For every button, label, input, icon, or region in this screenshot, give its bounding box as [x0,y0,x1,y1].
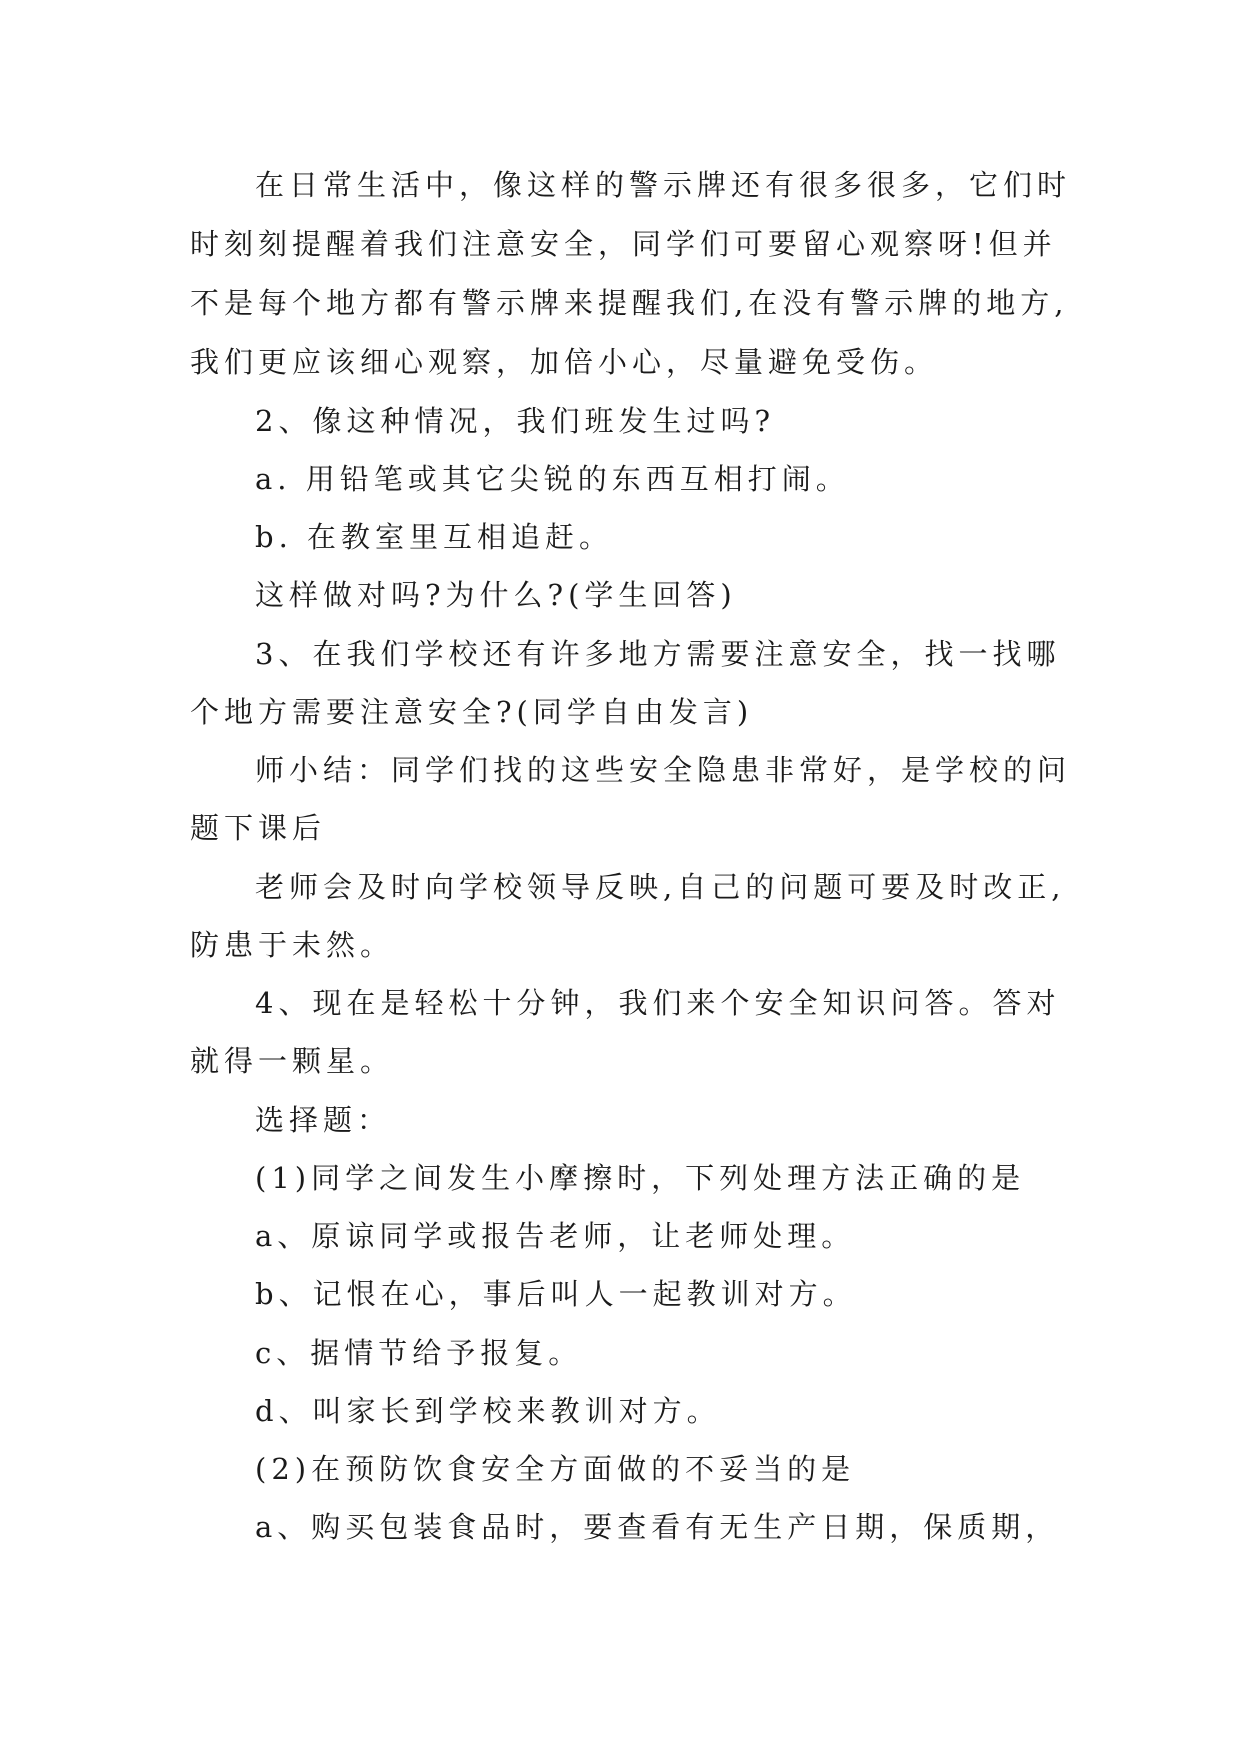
paragraph-line: 就得一颗星。 [190,1044,395,1078]
paragraph-line: d、叫家长到学校来教训对方。 [255,1394,721,1428]
paragraph-line: 防患于未然。 [190,928,395,962]
paragraph-line: b. 在教室里互相追赶。 [255,520,614,554]
paragraph-line: b、记恨在心，事后叫人一起教训对方。 [255,1277,857,1311]
paragraph-line: c、据情节给予报复。 [255,1336,583,1370]
paragraph-line: 不是每个地方都有警示牌来提醒我们,在没有警示牌的地方, [190,286,1069,320]
paragraph-line: (1)同学之间发生小摩擦时，下列处理方法正确的是 [255,1161,1026,1195]
paragraph-line: 3、在我们学校还有许多地方需要注意安全，找一找哪 [255,637,1061,671]
paragraph-line: 题下课后 [190,811,327,845]
paragraph-line: 这样做对吗?为什么?(学生回答) [255,578,737,612]
paragraph-line: a、购买包装食品时，要查看有无生产日期，保质期， [255,1510,1060,1544]
paragraph-line: 4、现在是轻松十分钟，我们来个安全知识问答。答对 [255,986,1061,1020]
paragraph-line: 个地方需要注意安全?(同学自由发言) [190,695,754,729]
paragraph-line: 时刻刻提醒着我们注意安全，同学们可要留心观察呀!但并 [190,227,1057,261]
paragraph-line: a、原谅同学或报告老师，让老师处理。 [255,1219,856,1253]
paragraph-line: 2、像这种情况，我们班发生过吗? [255,404,775,438]
paragraph-line: 选择题： [255,1103,392,1137]
paragraph-line: 老师会及时向学校领导反映,自己的问题可要及时改正, [255,870,1066,904]
paragraph-line: (2)在预防饮食安全方面做的不妥当的是 [255,1452,856,1486]
paragraph-line: 在日常生活中，像这样的警示牌还有很多很多，它们时 [255,168,1072,202]
paragraph-line: 师小结：同学们找的这些安全隐患非常好，是学校的问 [255,753,1072,787]
paragraph-line: 我们更应该细心观察，加倍小心，尽量避免受伤。 [190,345,939,379]
paragraph-line: a. 用铅笔或其它尖锐的东西互相打闹。 [255,462,850,496]
